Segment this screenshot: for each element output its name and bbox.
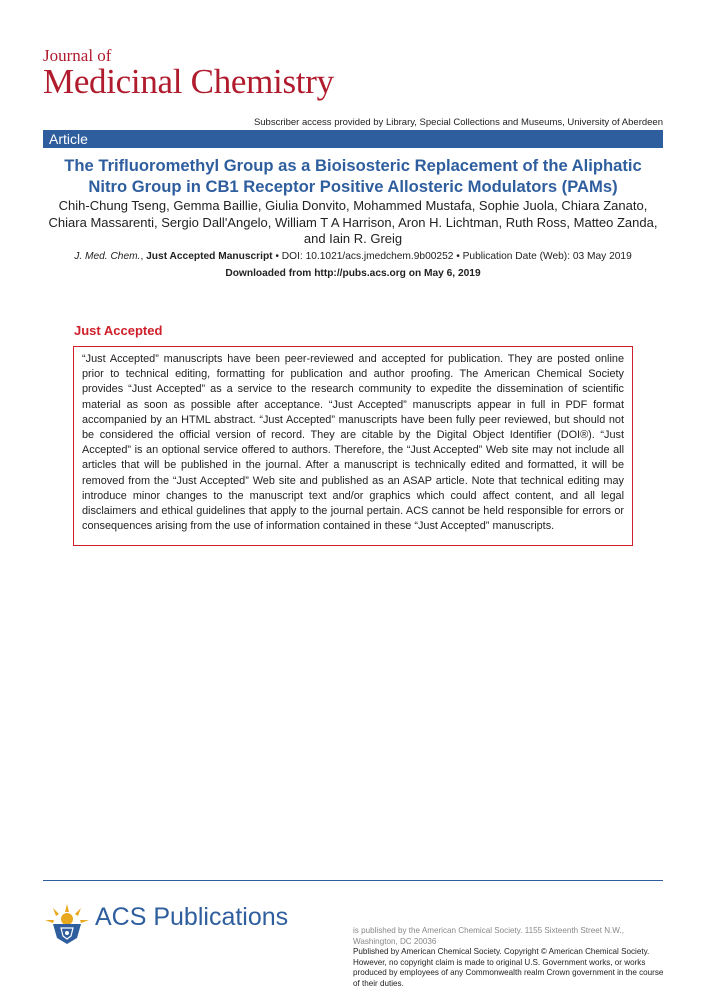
download-note: Downloaded from http://pubs.acs.org on May 6, 2019	[225, 268, 481, 279]
journal-logo-line2: Medicinal Chemistry	[43, 62, 334, 101]
subscriber-access-note: Subscriber access provided by Library, Special Collections and Museums, University of Aberdeen	[253, 117, 663, 128]
just-accepted-body: “Just Accepted” manuscripts have been peer-reviewed and accepted for publication. They are posted online prior to technical editing, formatting for publication and author proofing. The American Chemical Society provides “Just Accepted” as a service to the research community to expedite the dissemination of scientific material as soon as possible after acceptance. “Just Accepted” manuscripts appear in full in PDF format accompanied by an HTML abstract. “Just Accepted” manuscripts have been fully peer reviewed, but should not be considered the official version of record. They are citable by the Digital Object Identifier (DOI®). “Just Accepted” is an optional service offered to authors. Therefore, the “Just Accepted” Web site may not include all articles that will be published in the journal. After a manuscript is technically edited and formatted, it will be removed from the “Just Accepted” Web site and published as an ASAP article. Note that technical editing may introduce minor changes to the manuscript text and/or graphics which could affect content, and all legal disclaimers and ethical guidelines that apply to the journal pertain. ACS cannot be held responsible for errors or consequences arising from the use of information contained in these “Just Accepted” manuscripts.	[82, 353, 624, 533]
article-title: The Trifluoromethyl Group as a Bioisosteric Replacement of the Aliphatic Nitro Group in CB1 Receptor Positive Allosteric Modulators (PAMs)	[64, 156, 642, 196]
acs-publications-wordmark: ACS Publications	[95, 903, 289, 931]
copyright-notice: Published by American Chemical Society. Copyright © American Chemical Society. However, no copyright claim is made to original U.S. Government works, or works produced by employees of any Commonwealth realm Crown government in the course of their duties.	[353, 947, 664, 988]
just-accepted-notice	[73, 346, 633, 546]
citation-separator: ,	[140, 251, 147, 262]
citation-line	[43, 251, 663, 262]
journal-logo	[43, 47, 334, 100]
doi-and-date: • DOI: 10.1021/acs.jmedchem.9b00252 • Publication Date (Web): 03 May 2019	[272, 251, 632, 262]
acs-hexagon-logo-icon	[43, 902, 91, 946]
footer-divider	[43, 880, 663, 881]
article-type-label: Article	[49, 131, 88, 147]
just-accepted-heading: Just Accepted	[74, 323, 163, 338]
article-type-bar	[43, 130, 663, 148]
publisher-footer	[353, 926, 665, 989]
manuscript-status: Just Accepted Manuscript	[146, 251, 273, 262]
publisher-address: is published by the American Chemical Society. 1155 Sixteenth Street N.W., Washington, DC 20036	[353, 926, 624, 946]
journal-abbrev: J. Med. Chem.	[74, 251, 141, 262]
author-list: Chih-Chung Tseng, Gemma Baillie, Giulia Donvito, Mohammed Mustafa, Sophie Juola, Chiara Zanato, Chiara Massarenti, Sergio Dall'Angelo, William T A Harrison, Aron H. Lichtman, Ruth Ross, Matteo Zanda, and Iain R. Greig	[48, 198, 658, 246]
journal-logo-line1: Journal of	[43, 46, 112, 65]
